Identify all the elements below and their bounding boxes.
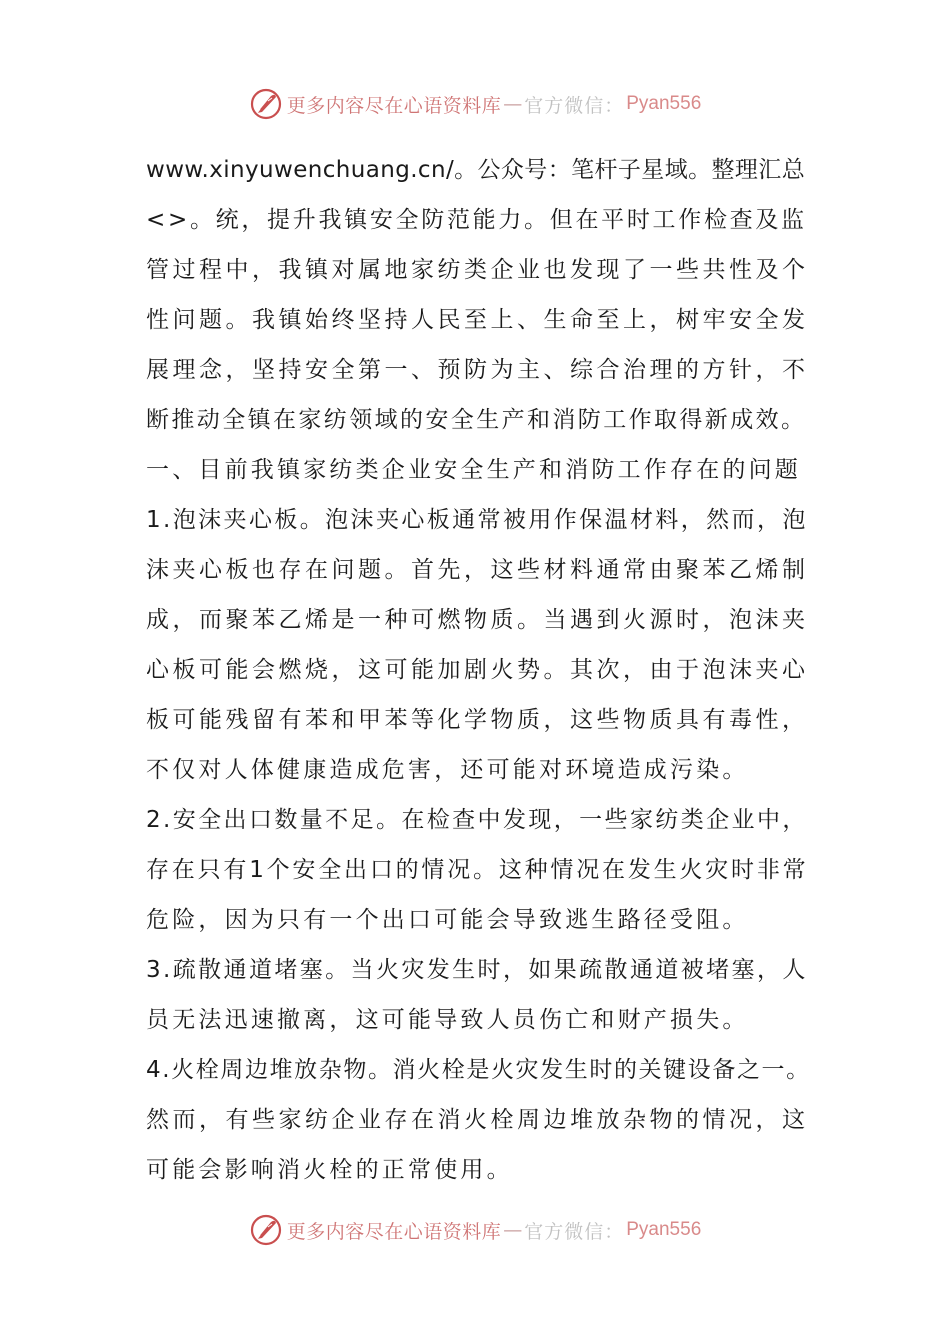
text-line: 4.火栓周边堆放杂物。消火栓是火灾发生时的关键设备之一。	[146, 1057, 811, 1083]
text-line: 危险，因为只有一个出口可能会导致逃生路径受阻。	[146, 907, 749, 933]
header-banner	[0, 84, 950, 124]
section-heading: 一、目前我镇家纺类企业安全生产和消防工作存在的问题	[146, 457, 801, 483]
text-line: 板可能残留有苯和甲苯等化学物质，这些物质具有毒性，	[146, 707, 809, 733]
text-line: www.xinyuwenchuang.cn/。公众号：笔杆子星域。整理汇总	[146, 157, 806, 183]
wechat-handle: Pyan556	[626, 1219, 702, 1240]
quill-pen-icon	[249, 87, 283, 121]
text-line: 然而，有些家纺企业存在消火栓周边堆放杂物的情况，这	[146, 1107, 809, 1133]
text-line: 心板可能会燃烧，这可能加剧火势。其次，由于泡沫夹心	[146, 657, 809, 683]
document-body	[146, 145, 811, 1195]
text-line: 沫夹心板也存在问题。首先，这些材料通常由聚苯乙烯制	[146, 557, 809, 583]
text-line: 1.泡沫夹心板。泡沫夹心板通常被用作保温材料，然而，泡	[146, 507, 808, 533]
footer-banner	[0, 1210, 950, 1250]
quill-pen-icon	[249, 1213, 283, 1247]
text-line: 不仅对人体健康造成危害，还可能对环境造成污染。	[146, 757, 749, 783]
official-wechat-label: 官方微信：	[524, 94, 625, 117]
text-line: <>。统，提升我镇安全防范能力。但在平时工作检查及监	[146, 207, 807, 233]
text-line: 3.疏散通道堵塞。当火灾发生时，如果疏散通道被堵塞，人	[146, 957, 808, 983]
separator-dash: —	[503, 1219, 523, 1241]
text-line: 员无法迅速撤离，这可能导致人员伤亡和财产损失。	[146, 1007, 749, 1033]
text-line: 成，而聚苯乙烯是一种可燃物质。当遇到火源时，泡沫夹	[146, 607, 809, 633]
separator-dash: —	[503, 93, 523, 115]
text-line: 管过程中，我镇对属地家纺类企业也发现了一些共性及个	[146, 257, 809, 283]
brand-text: 更多内容尽在心语资料库	[286, 1220, 502, 1243]
official-wechat-label: 官方微信：	[524, 1220, 625, 1243]
text-line: 2.安全出口数量不足。在检查中发现，一些家纺类企业中，	[146, 807, 808, 833]
text-line: 性问题。我镇始终坚持人民至上、生命至上，树牢安全发	[146, 307, 809, 333]
text-line: 展理念，坚持安全第一、预防为主、综合治理的方针，不	[146, 357, 809, 383]
text-line: 存在只有1个安全出口的情况。这种情况在发生火灾时非常	[146, 857, 809, 883]
text-line: 断推动全镇在家纺领域的安全生产和消防工作取得新成效。	[146, 407, 807, 433]
wechat-handle: Pyan556	[626, 93, 702, 114]
text-line: 可能会影响消火栓的正常使用。	[146, 1157, 513, 1183]
brand-text: 更多内容尽在心语资料库	[286, 94, 502, 117]
